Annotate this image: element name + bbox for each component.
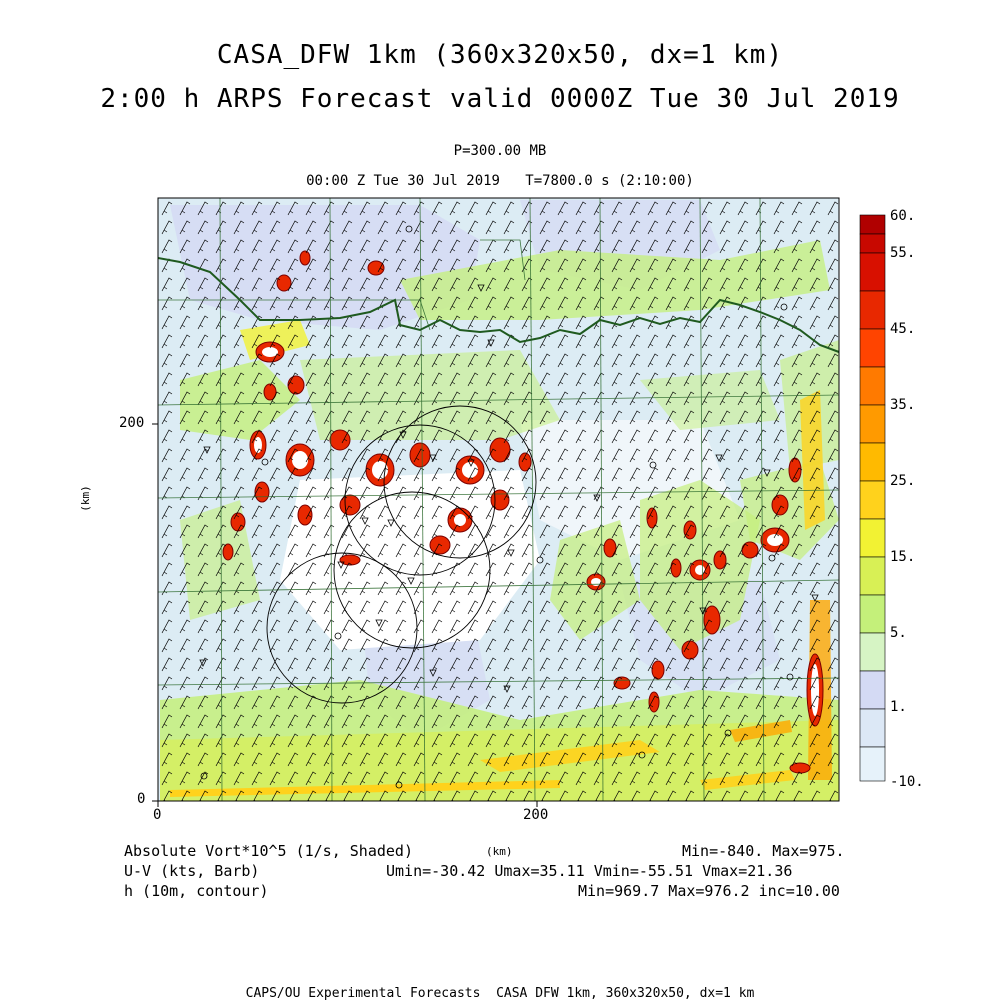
colorbar-label: 5. [890,625,907,641]
pressure-level: P=300.00 MB [453,143,547,159]
vorticity-shading [158,198,839,801]
legend-field-wind: U-V (kts, Barb) [124,862,260,880]
colorbar-label: -10. [890,774,924,790]
y-tick-0: 0 [137,791,146,807]
x-axis-label: (km) [486,845,513,858]
x-tick-200: 200 [523,807,549,823]
colorbar-label: 45. [890,321,916,337]
footer-credit: CAPS/OU Experimental Forecasts CASA DFW 1km, 360x320x50, dx=1 km [245,986,755,1001]
legend-stats-height: Min=969.7 Max=976.2 inc=10.00 [578,882,840,900]
title-line-2: 2:00 h ARPS Forecast valid 0000Z Tue 30 Jul 2019 [100,84,900,114]
title-line-1: CASA_DFW 1km (360x320x50, dx=1 km) [216,40,784,70]
y-axis-label: (km) [78,485,92,512]
colorbar [860,215,885,781]
y-tick-200: 200 [119,415,145,431]
colorbar-label: 15. [890,549,916,565]
x-tick-0: 0 [153,807,162,823]
colorbar-label: 25. [890,473,916,489]
legend-field-height: h (10m, contour) [124,882,269,900]
colorbar-label: 55. [890,245,916,261]
forecast-time: 00:00 Z Tue 30 Jul 2019 T=7800.0 s (2:10:00) [306,173,694,189]
colorbar-label: 35. [890,397,916,413]
legend-field-vorticity: Absolute Vort*10^5 (1/s, Shaded) [124,842,413,860]
legend-stats-wind: Umin=-30.42 Umax=35.11 Vmin=-55.51 Vmax=21.36 [386,862,793,880]
colorbar-label: 60. [890,208,916,224]
legend-stats-vorticity: Min=-840. Max=975. [682,842,845,860]
colorbar-label: 1. [890,699,907,715]
